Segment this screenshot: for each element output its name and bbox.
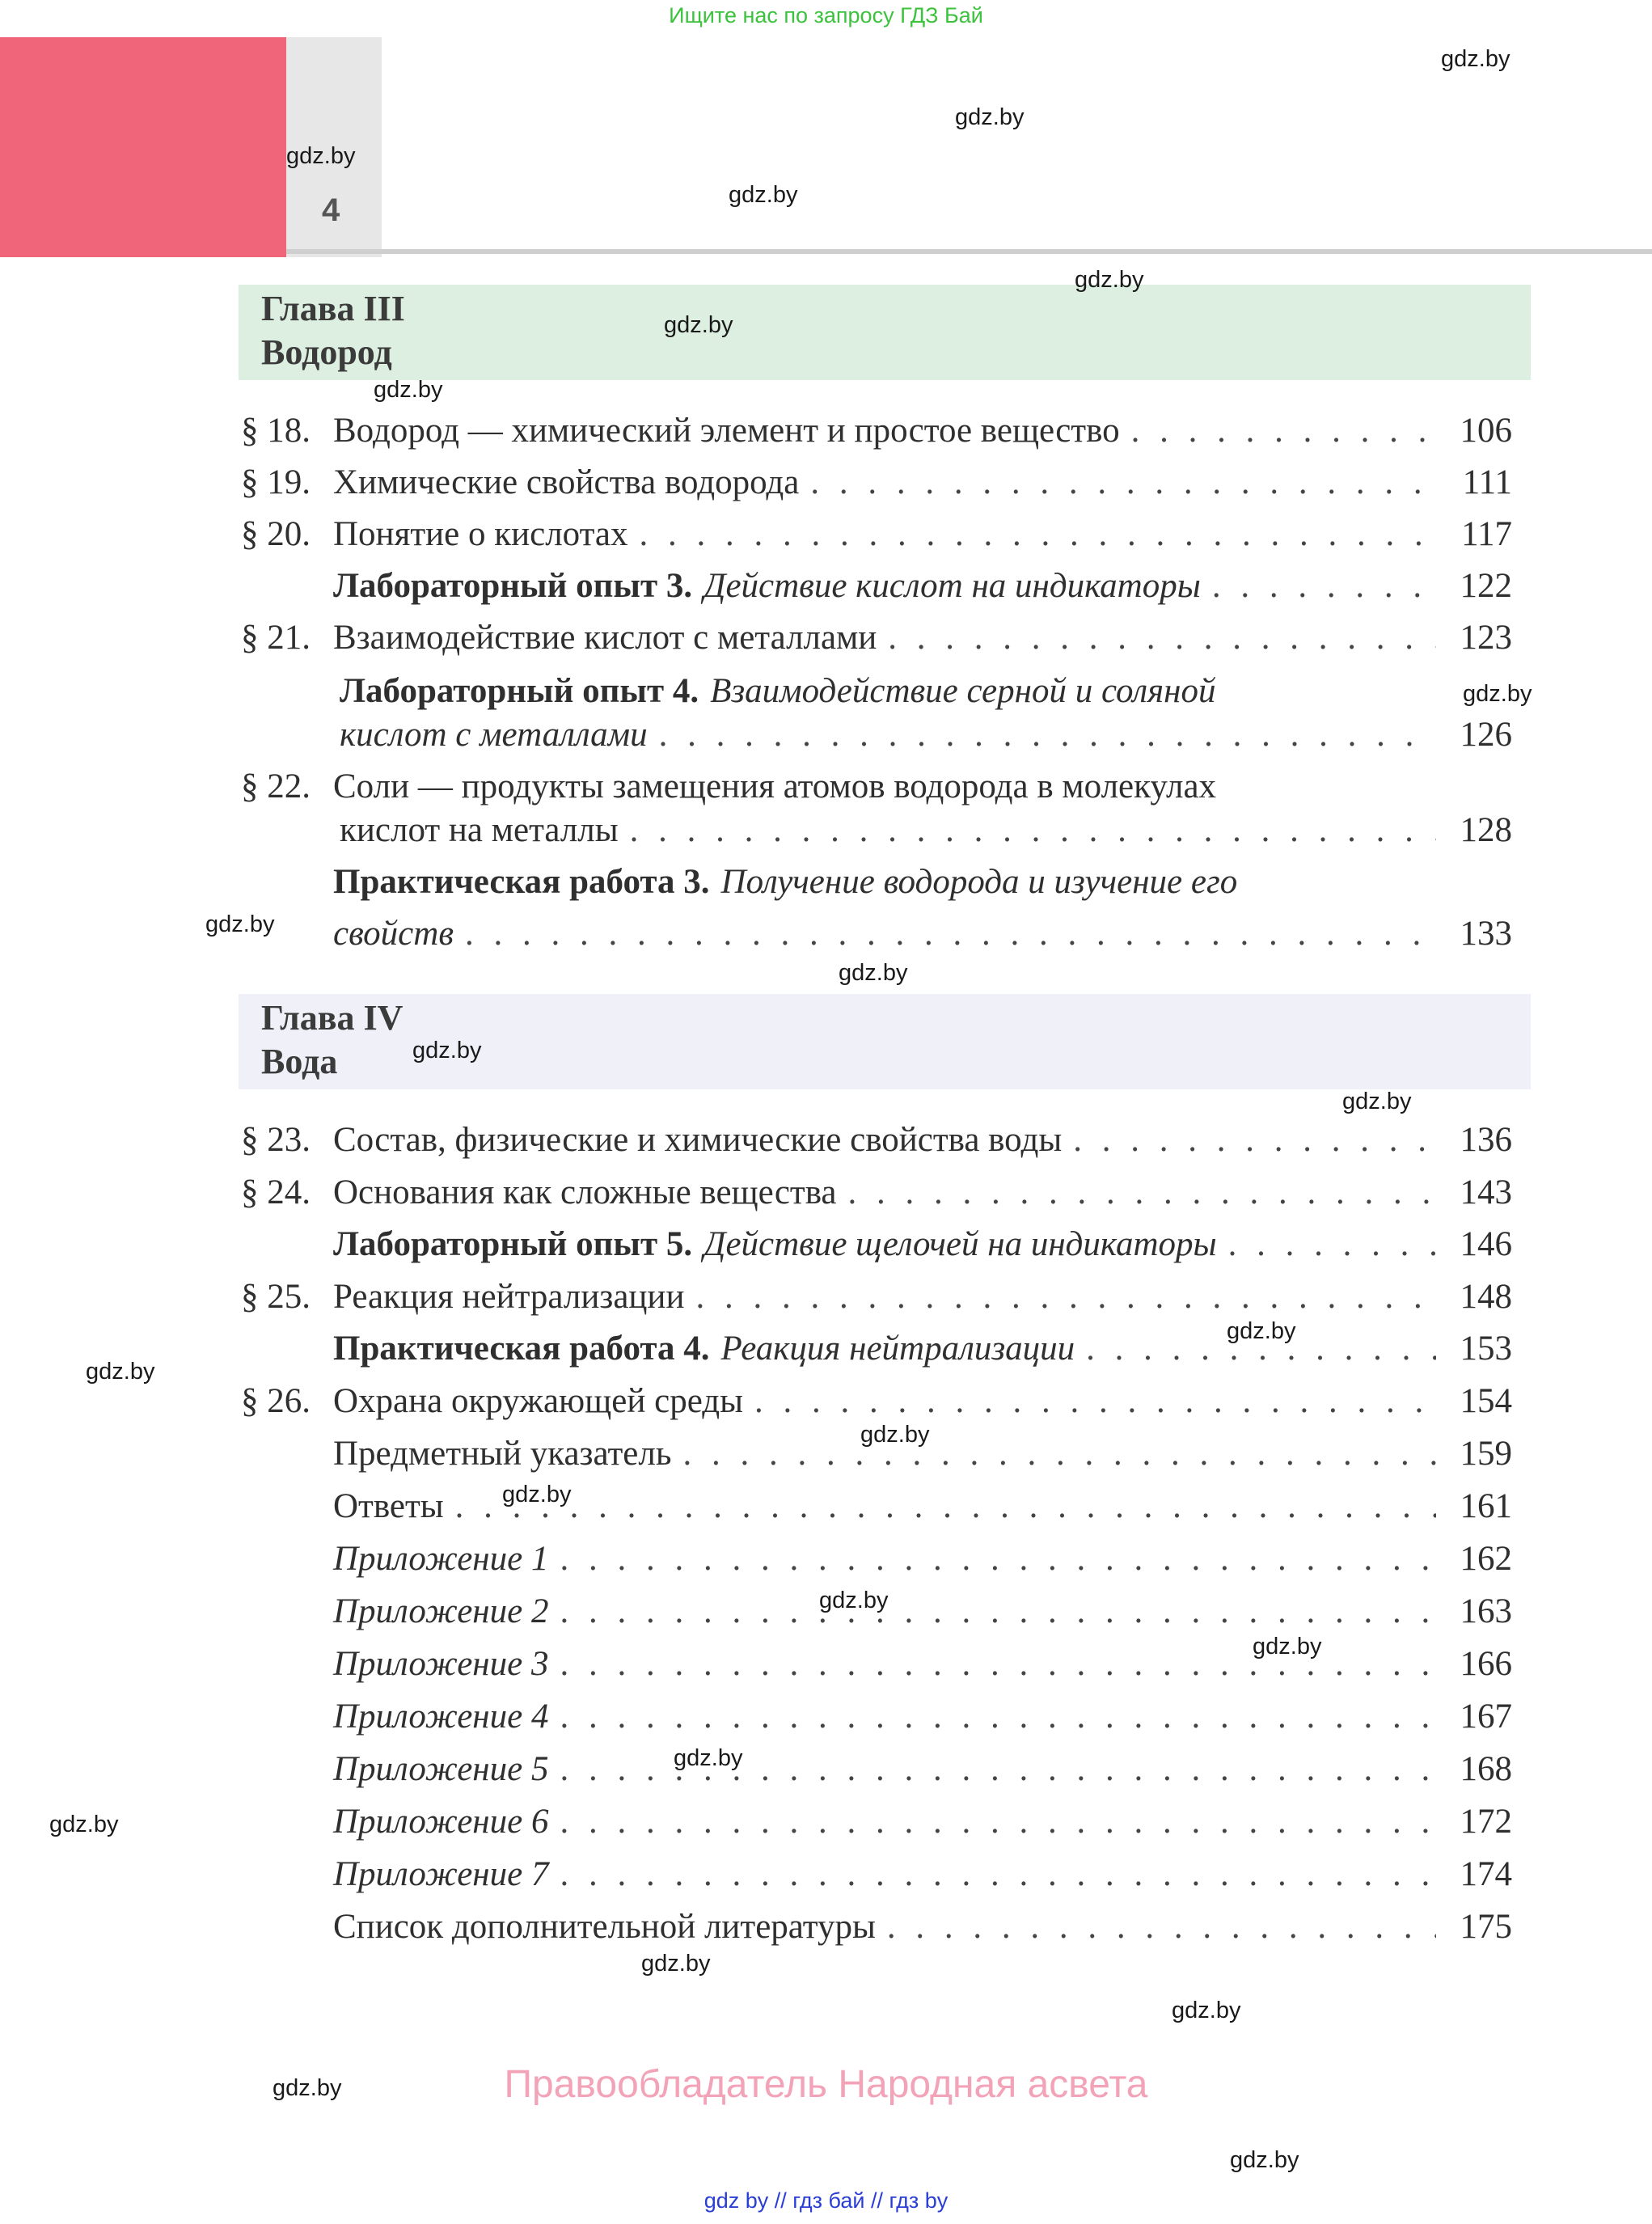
toc-practical-label: Практическая работа 3. bbox=[333, 863, 710, 901]
watermark: gdz.by bbox=[1227, 1318, 1296, 1344]
watermark: gdz.by bbox=[1463, 681, 1532, 707]
watermark: gdz.by bbox=[374, 377, 443, 403]
toc-leader-dots bbox=[1212, 566, 1436, 606]
watermark: gdz.by bbox=[49, 1812, 119, 1837]
toc-title: Взаимодействие серной и соляной bbox=[710, 672, 1216, 710]
toc-entry[interactable] bbox=[241, 514, 1512, 563]
toc-leader-dots bbox=[659, 715, 1436, 755]
toc-title: Приложение 4 bbox=[333, 1698, 549, 1736]
watermark: gdz.by bbox=[1342, 1089, 1412, 1114]
toc-title: Ответы bbox=[333, 1487, 444, 1525]
toc-entry[interactable] bbox=[241, 1329, 1512, 1377]
toc-title: Взаимодействие кислот с металлами bbox=[333, 619, 877, 657]
toc-title: Предметный указатель bbox=[333, 1435, 672, 1473]
top-search-hint[interactable]: Ищите нас по запросу ГДЗ Бай bbox=[669, 3, 983, 27]
watermark: gdz.by bbox=[286, 143, 356, 169]
toc-entry-line2[interactable] bbox=[241, 914, 1512, 962]
toc-title: Состав, физические и химические свойства воды bbox=[333, 1121, 1063, 1159]
toc-leader-dots bbox=[560, 1854, 1436, 1894]
watermark: gdz.by bbox=[1230, 2147, 1299, 2173]
page-number: 4 bbox=[322, 192, 340, 228]
toc-page: 111 bbox=[1462, 463, 1512, 501]
toc-entry[interactable] bbox=[241, 1120, 1512, 1169]
toc-entry[interactable] bbox=[241, 1224, 1512, 1273]
toc-entry-line2[interactable] bbox=[241, 810, 1512, 859]
toc-entry[interactable] bbox=[241, 1907, 1512, 1956]
toc-title: Соли — продукты замещения атомов водорода в молекулах bbox=[333, 767, 1217, 805]
toc-page: 167 bbox=[1460, 1698, 1512, 1736]
toc-title: Приложение 5 bbox=[333, 1750, 549, 1788]
chapter-3-title: Водород bbox=[261, 332, 392, 372]
toc-leader-dots bbox=[1228, 1224, 1436, 1264]
toc-entry[interactable] bbox=[241, 1277, 1512, 1326]
toc-paragraph-number: § 23. bbox=[241, 1121, 311, 1159]
toc-title: Список дополнительной литературы bbox=[333, 1908, 876, 1946]
toc-paragraph-number: § 25. bbox=[241, 1278, 311, 1316]
watermark: gdz.by bbox=[641, 1951, 711, 1977]
chapter-3-header bbox=[239, 285, 1531, 380]
toc-leader-dots bbox=[848, 1173, 1436, 1212]
chapter-4-title: Вода bbox=[261, 1042, 338, 1081]
toc-lab-label: Лабораторный опыт 4. bbox=[340, 672, 699, 710]
toc-title: Основания как сложные вещества bbox=[333, 1173, 837, 1211]
watermark: gdz.by bbox=[860, 1422, 930, 1448]
chapter-3-number: Глава III bbox=[261, 289, 405, 328]
toc-entry[interactable] bbox=[241, 1539, 1512, 1588]
toc-page: 153 bbox=[1460, 1330, 1512, 1368]
toc-page: 122 bbox=[1460, 567, 1512, 605]
toc-page: 133 bbox=[1460, 915, 1512, 953]
toc-entry-line1[interactable] bbox=[241, 767, 1512, 815]
toc-title: Действие щелочей на индикаторы bbox=[703, 1225, 1217, 1263]
toc-title: Охрана окружающей среды bbox=[333, 1382, 743, 1420]
toc-leader-dots bbox=[754, 1381, 1436, 1421]
watermark: gdz.by bbox=[205, 911, 275, 937]
toc-title: Реакция нейтрализации bbox=[333, 1278, 685, 1316]
toc-entry[interactable] bbox=[241, 1697, 1512, 1745]
toc-page: 168 bbox=[1460, 1750, 1512, 1788]
toc-paragraph-number: § 20. bbox=[241, 515, 311, 553]
toc-leader-dots bbox=[560, 1697, 1436, 1736]
toc-page: 128 bbox=[1460, 811, 1512, 849]
toc-paragraph-number: § 18. bbox=[241, 412, 311, 450]
toc-title-continued: кислот на металлы bbox=[340, 811, 619, 849]
toc-page: 163 bbox=[1460, 1592, 1512, 1630]
toc-practical-label: Практическая работа 4. bbox=[333, 1330, 710, 1368]
toc-title: Приложение 7 bbox=[333, 1855, 549, 1893]
toc-leader-dots bbox=[640, 514, 1436, 554]
toc-entry[interactable] bbox=[241, 1802, 1512, 1850]
toc-paragraph-number: § 21. bbox=[241, 619, 311, 657]
watermark: gdz.by bbox=[502, 1482, 572, 1507]
toc-title: Понятие о кислотах bbox=[333, 515, 628, 553]
toc-entry-line2[interactable] bbox=[241, 715, 1512, 763]
toc-page: 106 bbox=[1460, 412, 1512, 450]
toc-title: Реакция нейтрализации bbox=[720, 1330, 1075, 1368]
toc-title: Приложение 3 bbox=[333, 1645, 549, 1683]
watermark: gdz.by bbox=[729, 182, 798, 208]
toc-entry[interactable] bbox=[241, 463, 1512, 511]
toc-page: 174 bbox=[1460, 1855, 1512, 1893]
toc-leader-dots bbox=[682, 1434, 1436, 1474]
toc-entry[interactable] bbox=[241, 618, 1512, 666]
chapter-4-number: Глава IV bbox=[261, 998, 403, 1038]
toc-title: Приложение 2 bbox=[333, 1592, 549, 1630]
toc-entry[interactable] bbox=[241, 411, 1512, 459]
watermark: gdz.by bbox=[1253, 1634, 1322, 1660]
toc-page: 154 bbox=[1460, 1382, 1512, 1420]
toc-lab-label: Лабораторный опыт 5. bbox=[333, 1225, 693, 1263]
toc-page: 166 bbox=[1460, 1645, 1512, 1683]
watermark: gdz.by bbox=[955, 104, 1025, 130]
toc-page: 136 bbox=[1460, 1121, 1512, 1159]
toc-paragraph-number: § 19. bbox=[241, 463, 311, 501]
watermark: gdz.by bbox=[664, 312, 733, 338]
toc-leader-dots bbox=[888, 618, 1436, 657]
header-rule bbox=[286, 249, 1652, 254]
toc-title: Приложение 6 bbox=[333, 1803, 549, 1841]
bottom-site-links[interactable]: gdz by // гдз бай // гдз by bbox=[703, 2188, 949, 2213]
toc-title: Водород — химический элемент и простое вещество bbox=[333, 412, 1120, 450]
toc-entry[interactable] bbox=[241, 1173, 1512, 1221]
toc-entry[interactable] bbox=[241, 566, 1512, 615]
toc-page: 143 bbox=[1460, 1173, 1512, 1211]
toc-leader-dots bbox=[465, 914, 1436, 953]
toc-leader-dots bbox=[560, 1539, 1436, 1579]
watermark: gdz.by bbox=[1075, 267, 1144, 293]
watermark: gdz.by bbox=[839, 960, 908, 986]
toc-leader-dots bbox=[695, 1277, 1436, 1317]
toc-title: Химические свойства водорода bbox=[333, 463, 800, 501]
toc-leader-dots bbox=[887, 1907, 1436, 1947]
toc-leader-dots bbox=[455, 1486, 1436, 1526]
toc-entry-line1[interactable] bbox=[241, 671, 1512, 720]
toc-page: 123 bbox=[1460, 619, 1512, 657]
toc-page: 159 bbox=[1460, 1435, 1512, 1473]
toc-leader-dots bbox=[560, 1802, 1436, 1841]
toc-title-continued: кислот с металлами bbox=[340, 716, 648, 754]
toc-title-continued: свойств bbox=[333, 915, 454, 953]
toc-title: Приложение 1 bbox=[333, 1540, 549, 1578]
toc-leader-dots bbox=[810, 463, 1436, 502]
toc-entry[interactable] bbox=[241, 1854, 1512, 1903]
toc-page: 175 bbox=[1460, 1908, 1512, 1946]
toc-title: Получение водорода и изучение его bbox=[720, 863, 1238, 901]
watermark: gdz.by bbox=[674, 1745, 743, 1771]
watermark: gdz.by bbox=[1172, 1998, 1241, 2023]
toc-page: 162 bbox=[1460, 1540, 1512, 1578]
watermark: gdz.by bbox=[1441, 46, 1510, 72]
watermark: gdz.by bbox=[412, 1038, 482, 1063]
toc-entry[interactable] bbox=[241, 1749, 1512, 1798]
toc-entry-line1[interactable] bbox=[241, 862, 1512, 911]
page-corner-accent bbox=[0, 37, 286, 257]
toc-paragraph-number: § 22. bbox=[241, 767, 311, 805]
watermark: gdz.by bbox=[273, 2075, 342, 2101]
watermark: gdz.by bbox=[819, 1588, 889, 1613]
toc-page: 117 bbox=[1461, 515, 1512, 553]
toc-page: 146 bbox=[1460, 1225, 1512, 1263]
toc-leader-dots bbox=[630, 810, 1436, 850]
toc-leader-dots bbox=[560, 1592, 1436, 1631]
toc-page: 172 bbox=[1460, 1803, 1512, 1841]
toc-paragraph-number: § 24. bbox=[241, 1173, 311, 1211]
toc-page: 161 bbox=[1460, 1487, 1512, 1525]
copyright-notice: Правообладатель Народная асвета bbox=[504, 2063, 1148, 2106]
toc-title: Действие кислот на индикаторы bbox=[703, 567, 1201, 605]
toc-page: 148 bbox=[1460, 1278, 1512, 1316]
toc-leader-dots bbox=[1131, 411, 1436, 450]
watermark: gdz.by bbox=[86, 1359, 155, 1385]
toc-page: 126 bbox=[1460, 716, 1512, 754]
toc-paragraph-number: § 26. bbox=[241, 1382, 311, 1420]
toc-lab-label: Лабораторный опыт 3. bbox=[333, 567, 693, 605]
toc-leader-dots bbox=[1073, 1120, 1436, 1160]
toc-entry[interactable] bbox=[241, 1486, 1512, 1535]
